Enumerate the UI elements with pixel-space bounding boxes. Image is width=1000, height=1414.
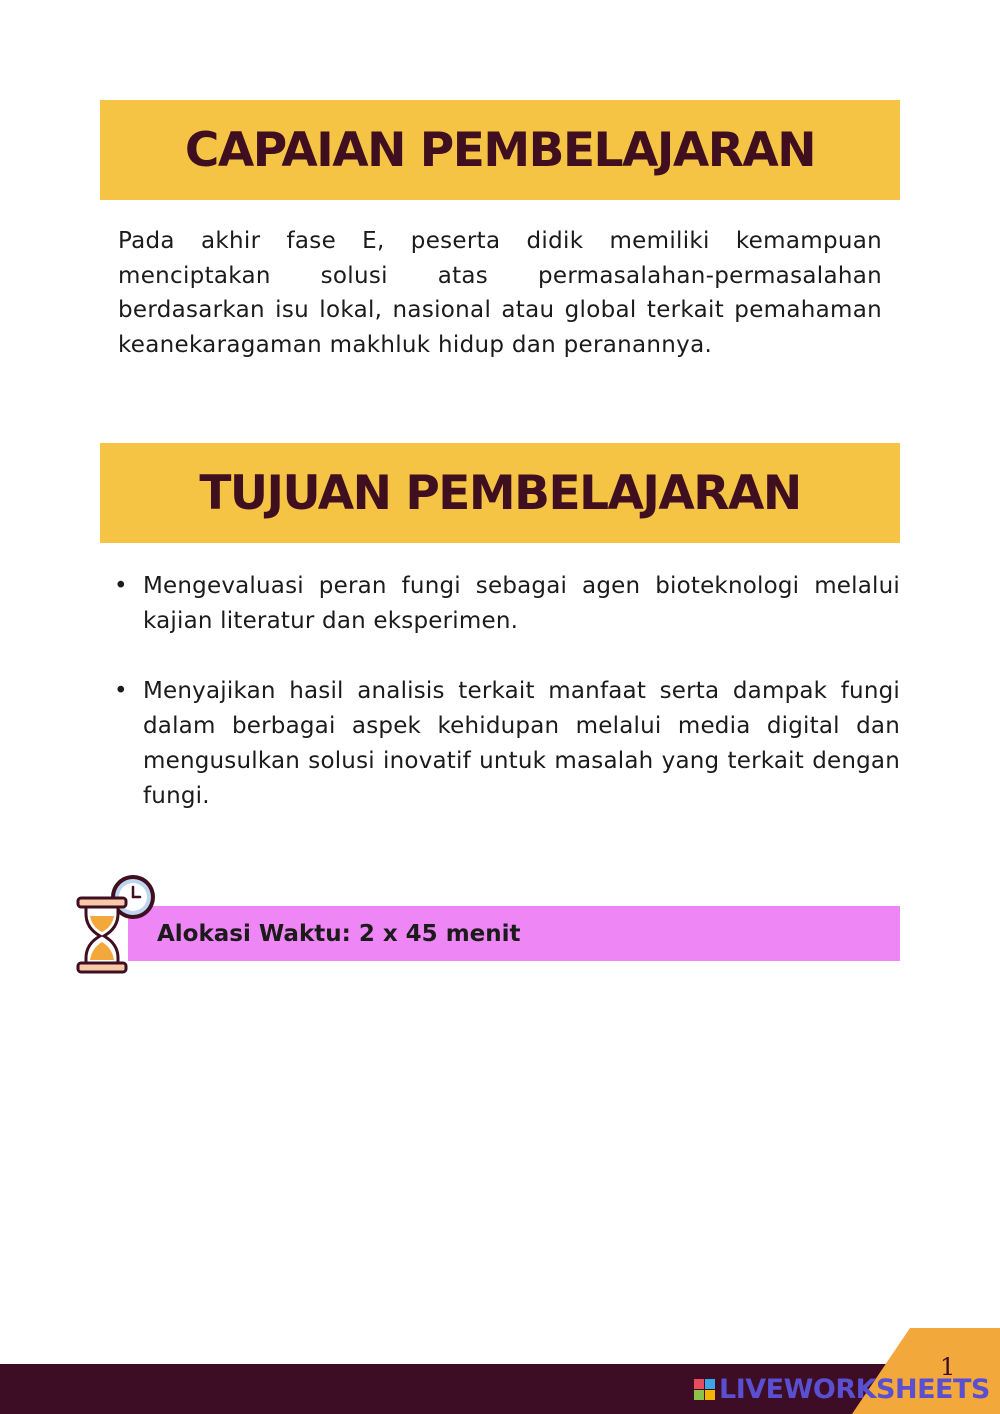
capaian-text: Pada akhir fase E, peserta didik memiliki kemampuan menciptakan solusi atas permasalahan-permasalahan berdasarkan isu lokal, nasional atau global terkait pemahaman keanekaragaman makhluk hidup dan peranannya.	[118, 228, 882, 358]
capaian-heading: CAPAIAN PEMBELAJARAN	[184, 122, 816, 178]
list-item	[114, 569, 900, 639]
tujuan-item-text: Menyajikan hasil analisis terkait manfaat serta dampak fungi dalam berbagai aspek kehidupan melalui media digital dan mengusulkan solusi inovatif untuk masalah yang terkait dengan fungi.	[143, 678, 900, 809]
alokasi-text: Alokasi Waktu: 2 x 45 menit	[157, 920, 521, 947]
alokasi-bar	[128, 906, 900, 961]
list-item	[114, 674, 900, 814]
liveworksheets-logo[interactable]	[694, 1373, 990, 1405]
brand-name: LIVEWORKSHEETS	[719, 1373, 990, 1405]
tujuan-list	[114, 569, 900, 814]
bullet-icon: •	[114, 573, 128, 599]
tujuan-item-text: Mengevaluasi peran fungi sebagai agen bioteknologi melalui kajian literatur dan eksperimen.	[143, 573, 900, 634]
page-number: 1	[940, 1353, 956, 1381]
tujuan-heading: TUJUAN PEMBELAJARAN	[199, 465, 801, 521]
hourglass-clock-icon	[74, 872, 160, 974]
liveworksheets-logo-icon	[694, 1379, 715, 1400]
capaian-banner	[100, 100, 900, 200]
tujuan-banner	[100, 443, 900, 543]
bullet-icon: •	[114, 678, 128, 704]
